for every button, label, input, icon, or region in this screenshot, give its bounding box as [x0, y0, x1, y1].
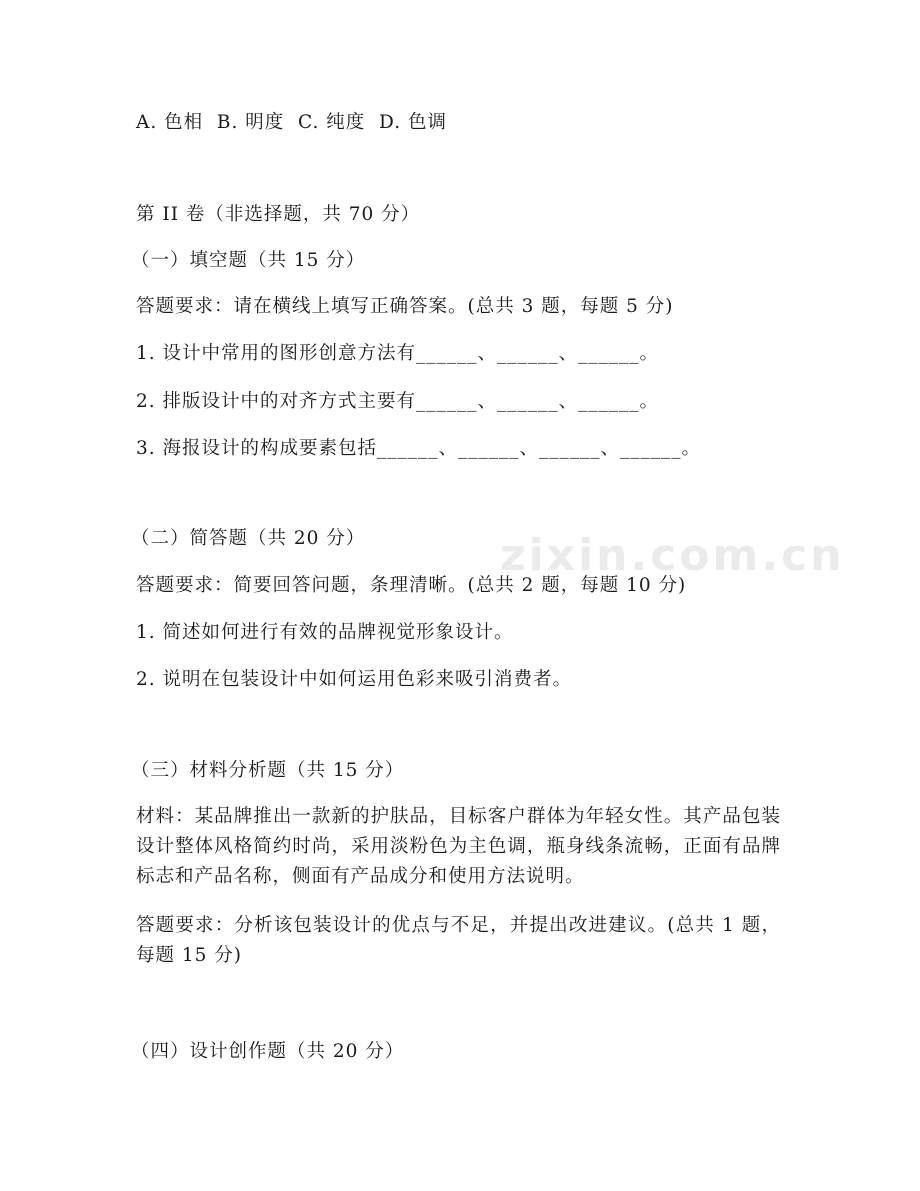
section1-question-3: 3. 海报设计的构成要素包括______、______、______、______。 [136, 438, 702, 459]
section3-material: 材料：某品牌推出一款新的护肤品，目标客户群体为年轻女性。其产品包装设计整体风格简约时尚，采用淡粉色为主色调，瓶身线条流畅，正面有品牌标志和产品名称，侧面有产品成分和使用方法说明。 [136, 806, 781, 887]
part2-title: 第 II 卷（非选择题，共 70 分） [136, 204, 421, 225]
options-line: A. 色相 B. 明度 C. 纯度 D. 色调 [136, 112, 447, 133]
section1-requirement: 答题要求：请在横线上填写正确答案。(总共 3 题，每题 5 分) [136, 296, 674, 317]
section4-heading: （四）设计创作题（共 20 分） [131, 1041, 405, 1062]
section1-heading: （一）填空题（共 15 分） [131, 250, 366, 271]
section3-heading: （三）材料分析题（共 15 分） [131, 760, 405, 781]
section2-question-2: 2. 说明在包装设计中如何运用色彩来吸引消费者。 [136, 669, 573, 690]
watermark: zixin.com.cn [500, 530, 845, 581]
section2-question-1: 1. 简述如何进行有效的品牌视觉形象设计。 [136, 622, 514, 643]
section2-requirement: 答题要求：简要回答问题，条理清晰。(总共 2 题，每题 10 分) [136, 575, 687, 596]
section2-heading: （二）简答题（共 20 分） [131, 528, 366, 549]
section3-requirement: 答题要求：分析该包装设计的优点与不足，并提出改进建议。(总共 1 题，每题 15 分) [136, 915, 781, 966]
section1-question-2: 2. 排版设计中的对齐方式主要有______、______、______。 [136, 391, 660, 412]
section1-question-1: 1. 设计中常用的图形创意方法有______、______、______。 [136, 343, 660, 364]
